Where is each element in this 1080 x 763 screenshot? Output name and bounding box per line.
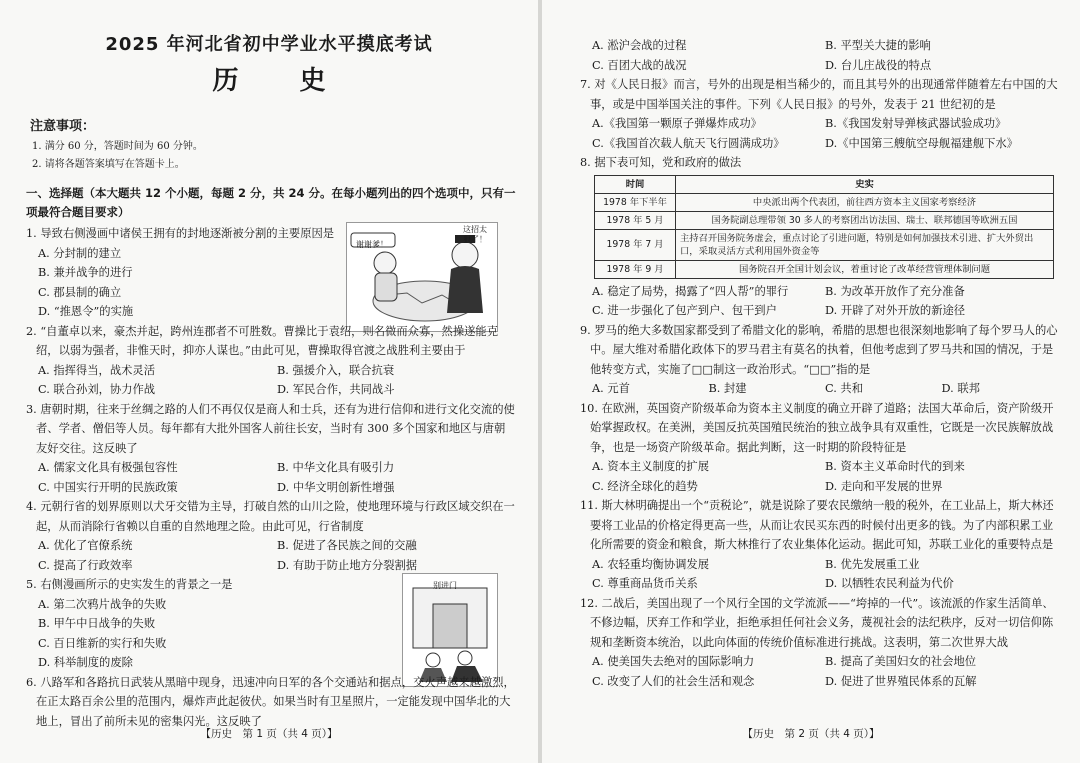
question-stem: 8. 据下表可知，党和政府的做法 bbox=[580, 156, 742, 169]
question-4 bbox=[26, 497, 516, 575]
options bbox=[580, 114, 1058, 153]
table-cell-time: 1978 年 5 月 bbox=[595, 211, 676, 229]
option-c[interactable]: C.《我国首次载人航天飞行圆满成功》 bbox=[592, 136, 785, 150]
option-d[interactable]: D. 开辟了对外开放的新途径 bbox=[825, 304, 966, 317]
section-heading: 一、选择题（本大题共 12 个小题，每题 2 分，共 24 分。在每小题列出的四个选项中，只有一项最符合题目要求） bbox=[26, 186, 516, 219]
question-12 bbox=[580, 594, 1058, 692]
cartoon-gate-label: 别进门 bbox=[433, 581, 457, 590]
option-c[interactable]: C. 百团大战的战况 bbox=[592, 58, 687, 72]
option-c[interactable]: C. 百日维新的实行和失败 bbox=[38, 636, 167, 650]
question-stem: 11. 斯大林明确提出一个“贡税论”，就是说除了要农民缴纳一般的税外，在工业品上，斯大林还要将工业品的价格定得更高一些，从而让农民买东西的时候付出更多的钱。为了内部积累工业化所需要的资金和粮食，斯大林推行了农业集体化运动。据此可知，苏联工业化的重要特点是 bbox=[580, 499, 1054, 551]
note-2: 2. 请将各题答案填写在答题卡上。 bbox=[32, 159, 185, 170]
page-footer: 【历史 第 1 页（共 4 页）】 bbox=[200, 728, 338, 740]
options bbox=[580, 652, 1058, 691]
question-stem: 3. 唐朝时期，往来于丝绸之路的人们不再仅仅是商人和士兵，还有为进行信仰和进行文化交流的使者、学者、僧侣等人员。每年都有大批外国客人前往长安，当时有 300 多个国家和地区与唐朝友好交往。这反映了 bbox=[26, 402, 515, 455]
table-cell-fact: 主持召开国务院务虚会，重点讨论了引进问题，特别是如何加强技术引进、扩大外贸出口，采取灵活方式利用国外资金等 bbox=[676, 229, 1054, 260]
table-row bbox=[595, 260, 1054, 278]
exam-title: 2025 年河北省初中学业水平摸底考试 bbox=[105, 34, 433, 55]
notes-heading: 注意事项： bbox=[30, 119, 96, 134]
table-row bbox=[595, 193, 1054, 211]
option-a[interactable]: A. 稳定了局势，揭露了“四人帮”的罪行 bbox=[592, 284, 789, 298]
question-7 bbox=[580, 75, 1058, 153]
table-cell-time: 1978 年下半年 bbox=[595, 193, 676, 211]
option-d[interactable]: D. “推恩令”的实施 bbox=[38, 305, 134, 318]
option-c[interactable]: C. 经济全球化的趋势 bbox=[592, 479, 698, 493]
option-c[interactable]: C. 共和 bbox=[825, 382, 864, 395]
note-1: 1. 满分 60 分，答题时间为 60 分钟。 bbox=[32, 141, 203, 152]
table-cell-time: 1978 年 7 月 bbox=[595, 229, 676, 260]
cartoon-image-1 bbox=[346, 222, 498, 332]
option-b[interactable]: B. 兼并战争的进行 bbox=[38, 266, 133, 279]
options bbox=[26, 458, 516, 497]
page-2 bbox=[542, 0, 1080, 763]
option-d[interactable]: D. 中华文明创新性增强 bbox=[277, 480, 395, 494]
cartoon-image-2 bbox=[402, 573, 498, 687]
option-a[interactable]: A. 儒家文化具有极强包容性 bbox=[38, 461, 178, 474]
option-a[interactable]: A. 指挥得当，战术灵活 bbox=[38, 363, 156, 377]
subject-title: 历 史 bbox=[212, 66, 352, 96]
option-c[interactable]: C. 联合孙刘，协力作战 bbox=[38, 383, 156, 396]
option-c[interactable]: C. 中国实行开明的民族政策 bbox=[38, 480, 178, 494]
option-d[interactable]: D. 走向和平发展的世界 bbox=[825, 479, 943, 493]
option-a[interactable]: A. 第二次鸦片战争的失败 bbox=[38, 597, 167, 611]
option-a[interactable]: A. 淞沪会战的过程 bbox=[592, 39, 687, 52]
question-6-options bbox=[580, 36, 1058, 75]
option-a[interactable]: A. 资本主义制度的扩展 bbox=[592, 460, 710, 473]
option-b[interactable]: B. 平型关大捷的影响 bbox=[825, 39, 931, 52]
cartoon-speech-right: 这招太狠了！ bbox=[463, 225, 487, 244]
option-c[interactable]: C. 尊重商品货币关系 bbox=[592, 577, 698, 590]
option-a[interactable]: A.《我国第一颗原子弹爆炸成功》 bbox=[592, 117, 762, 130]
page-1 bbox=[0, 0, 538, 763]
option-b[interactable]: B. 封建 bbox=[708, 382, 747, 395]
option-c[interactable]: C. 提高了行政效率 bbox=[38, 558, 133, 572]
option-a[interactable]: A. 分封制的建立 bbox=[38, 246, 122, 260]
table-cell-fact: 中央派出两个代表团，前往西方资本主义国家考察经济 bbox=[676, 193, 1054, 211]
question-2 bbox=[26, 322, 516, 400]
option-c[interactable]: C. 郡县制的确立 bbox=[38, 285, 122, 299]
option-d[interactable]: D. 台儿庄战役的特点 bbox=[825, 58, 932, 72]
question-5 bbox=[26, 575, 516, 673]
option-d[interactable]: D. 科举制度的废除 bbox=[38, 656, 133, 669]
question-stem: 5. 右侧漫画所示的史实发生的背景之一是 bbox=[26, 578, 233, 591]
table-header-time: 时间 bbox=[595, 175, 676, 193]
question-stem: 12. 二战后，美国出现了一个风行全国的文学流派——“垮掉的一代”。该流派的作家生活简单、不修边幅，厌弃工作和学业，拒绝承担任何社会义务，蔑视社会的法纪秩序，反对一切信仰陈规和垄断资本统治，以此向体面的传统价值标准进行挑战。这表明，第二次世界大战 bbox=[580, 596, 1054, 649]
options bbox=[580, 457, 1058, 496]
option-d[interactable]: D. 军民合作，共同战斗 bbox=[277, 383, 395, 396]
question-stem: 9. 罗马的绝大多数国家都受到了希腊文化的影响，希腊的思想也很深刻地影响了每个罗马人的心中。屋大维对希腊化政体下的罗马君主有莫名的执着，但他考虑到了罗马共和国的情况，于是他转变方式，实施了□□制这一政治形式。“□□”指的是 bbox=[580, 323, 1058, 376]
option-b[interactable]: B.《我国发射导弹核武器试验成功》 bbox=[825, 117, 1007, 130]
option-b[interactable]: B. 优先发展重工业 bbox=[825, 557, 920, 571]
question-8 bbox=[580, 153, 1058, 321]
table-cell-time: 1978 年 9 月 bbox=[595, 260, 676, 278]
table-header-row bbox=[595, 175, 1054, 193]
table-row bbox=[595, 229, 1054, 260]
question-9 bbox=[580, 321, 1058, 399]
option-b[interactable]: B. 为改革开放作了充分准备 bbox=[825, 284, 965, 298]
question-11 bbox=[580, 496, 1058, 594]
options bbox=[580, 555, 1058, 594]
table-cell-fact: 国务院召开全国计划会议，着重讨论了改革经营管理体制问题 bbox=[676, 260, 1054, 278]
option-b[interactable]: B. 提高了美国妇女的社会地位 bbox=[825, 655, 977, 668]
question-1 bbox=[26, 224, 516, 322]
question-stem: 6. 八路军和各路抗日武装从黑暗中现身，迅速冲向日军的各个交通站和据点，交火声越来越激烈，在正太路百余公里的范围内，爆炸声此起彼伏。如果当时有卫星照片，一定能发现中国华北的大地上，冒出了前所未见的密集闪光。这反映了 bbox=[26, 675, 515, 728]
cartoon-speech-left: 谢谢爹！ bbox=[356, 240, 388, 249]
options bbox=[26, 244, 338, 322]
option-d[interactable]: D. 以牺牲农民利益为代价 bbox=[825, 577, 954, 590]
options bbox=[26, 536, 516, 575]
option-d[interactable]: D.《中国第三艘航空母舰福建舰下水》 bbox=[825, 136, 1018, 150]
option-b[interactable]: B. 资本主义革命时代的到来 bbox=[825, 460, 965, 473]
table-header-fact: 史实 bbox=[676, 175, 1054, 193]
question-6 bbox=[26, 673, 516, 732]
history-table bbox=[594, 175, 1054, 279]
option-b[interactable]: B. 甲午中日战争的失败 bbox=[38, 617, 156, 630]
options bbox=[26, 361, 516, 400]
option-a[interactable]: A. 元首 bbox=[592, 382, 630, 395]
question-3 bbox=[26, 400, 516, 498]
question-stem: 1. 导致右侧漫画中诸侯王拥有的封地逐渐被分割的主要原因是 bbox=[26, 227, 335, 240]
question-stem: 7. 对《人民日报》而言，号外的出现是相当稀少的，而且其号外的出现通常伴随着左右中国的大事，或是中国举国关注的事件。下列《人民日报》的号外，发表于 21 世纪初的是 bbox=[580, 78, 1058, 111]
options bbox=[580, 379, 1058, 399]
question-stem: 4. 元朝行省的划界原则以犬牙交错为主导，打破自然的山川之险，使地理环境与行政区域交织在一起，从而消除行省赖以自重的自然地理之险。由此可见，行省制度 bbox=[26, 500, 515, 533]
option-a[interactable]: A. 使美国失去绝对的国际影响力 bbox=[592, 655, 755, 668]
question-stem: 10. 在欧洲，英国资产阶级革命为资本主义制度的确立开辟了道路；法国大革命后，资产阶级开始掌握政权。在美洲，美国反抗英国殖民统治的独立战争具有双重性，它既是一次民族解放战争，也是一场资产阶级革命。据此判断，这一时期的阶段特征是 bbox=[580, 401, 1054, 454]
option-d[interactable]: D. 促进了世界殖民体系的瓦解 bbox=[825, 674, 977, 688]
option-a[interactable]: A. 农轻重均衡协调发展 bbox=[592, 557, 710, 571]
option-d[interactable]: D. 有助于防止地方分裂割据 bbox=[277, 558, 418, 572]
options bbox=[580, 36, 1058, 75]
option-b[interactable]: B. 促进了各民族之间的交融 bbox=[277, 539, 417, 552]
table-cell-fact: 国务院副总理带领 30 多人的考察团出访法国、瑞士、联邦德国等欧洲五国 bbox=[676, 211, 1054, 229]
table-row bbox=[595, 211, 1054, 229]
option-d[interactable]: D. 联邦 bbox=[941, 382, 980, 395]
question-10 bbox=[580, 399, 1058, 497]
option-c[interactable]: C. 进一步强化了包产到户、包干到户 bbox=[592, 304, 777, 317]
question-stem: 2. “自董卓以来，豪杰并起，跨州连郡者不可胜数。曹操比于袁绍，则名微而众寡，然操遂能克绍，以弱为强者，非惟天时，抑亦人谋也。”由此可见，曹操取得官渡之战胜利主要由于 bbox=[26, 324, 499, 357]
option-c[interactable]: C. 改变了人们的社会生活和观念 bbox=[592, 674, 755, 688]
option-b[interactable]: B. 强援介入，联合抗衰 bbox=[277, 363, 395, 377]
options bbox=[26, 595, 338, 673]
option-a[interactable]: A. 优化了官僚系统 bbox=[38, 539, 133, 552]
page-footer: 【历史 第 2 页（共 4 页）】 bbox=[742, 728, 880, 740]
option-b[interactable]: B. 中华文化具有吸引力 bbox=[277, 461, 395, 474]
options bbox=[580, 282, 1058, 321]
